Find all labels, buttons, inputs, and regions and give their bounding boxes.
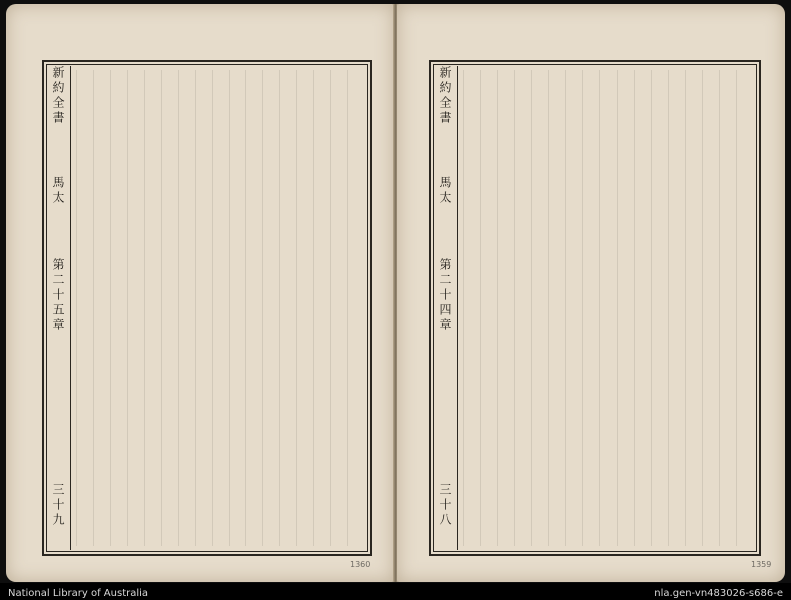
right-text-columns xyxy=(463,70,753,546)
text-column xyxy=(736,70,753,546)
text-column xyxy=(582,70,599,546)
text-column xyxy=(212,70,229,546)
text-column xyxy=(347,70,364,546)
text-column xyxy=(497,70,514,546)
footer-credit: National Library of Australia xyxy=(8,588,149,599)
left-page-frame xyxy=(42,60,372,556)
left-book-title: 新約全書 xyxy=(51,66,65,126)
right-chapter: 第二十四章 xyxy=(438,258,452,333)
right-page xyxy=(397,4,785,582)
text-column xyxy=(262,70,279,546)
text-column xyxy=(651,70,668,546)
text-column xyxy=(531,70,548,546)
text-column xyxy=(330,70,347,546)
text-column xyxy=(480,70,497,546)
left-pencil-number: 1360 xyxy=(350,560,371,569)
text-column xyxy=(296,70,313,546)
text-column xyxy=(279,70,296,546)
text-column xyxy=(668,70,685,546)
text-column xyxy=(161,70,178,546)
right-pencil-number: 1359 xyxy=(751,560,772,569)
text-column xyxy=(634,70,651,546)
footer-identifier: nla.gen-vn483026-s686-e xyxy=(654,588,783,599)
text-column xyxy=(313,70,330,546)
text-column xyxy=(617,70,634,546)
left-chapter: 第二十五章 xyxy=(51,258,65,333)
text-column xyxy=(178,70,195,546)
right-book-name: 馬太 xyxy=(438,176,452,206)
left-book-name: 馬太 xyxy=(51,176,65,206)
right-margin-rule xyxy=(457,66,459,550)
text-column xyxy=(229,70,246,546)
right-page-margin xyxy=(437,66,453,550)
text-column xyxy=(599,70,616,546)
text-column xyxy=(144,70,161,546)
right-page-frame xyxy=(429,60,761,556)
text-column xyxy=(127,70,144,546)
text-column xyxy=(463,70,480,546)
text-column xyxy=(514,70,531,546)
text-column xyxy=(195,70,212,546)
left-margin-rule xyxy=(70,66,72,550)
text-column xyxy=(565,70,582,546)
left-text-columns xyxy=(76,70,364,546)
left-page xyxy=(6,4,394,582)
text-column xyxy=(110,70,127,546)
text-column xyxy=(93,70,110,546)
text-column xyxy=(548,70,565,546)
right-page-number: 三十八 xyxy=(438,483,452,528)
text-column xyxy=(719,70,736,546)
text-column xyxy=(76,70,93,546)
text-column xyxy=(685,70,702,546)
left-page-margin xyxy=(50,66,66,550)
right-book-title: 新約全書 xyxy=(438,66,452,126)
text-column xyxy=(702,70,719,546)
left-page-number: 三十九 xyxy=(51,483,65,528)
text-column xyxy=(245,70,262,546)
